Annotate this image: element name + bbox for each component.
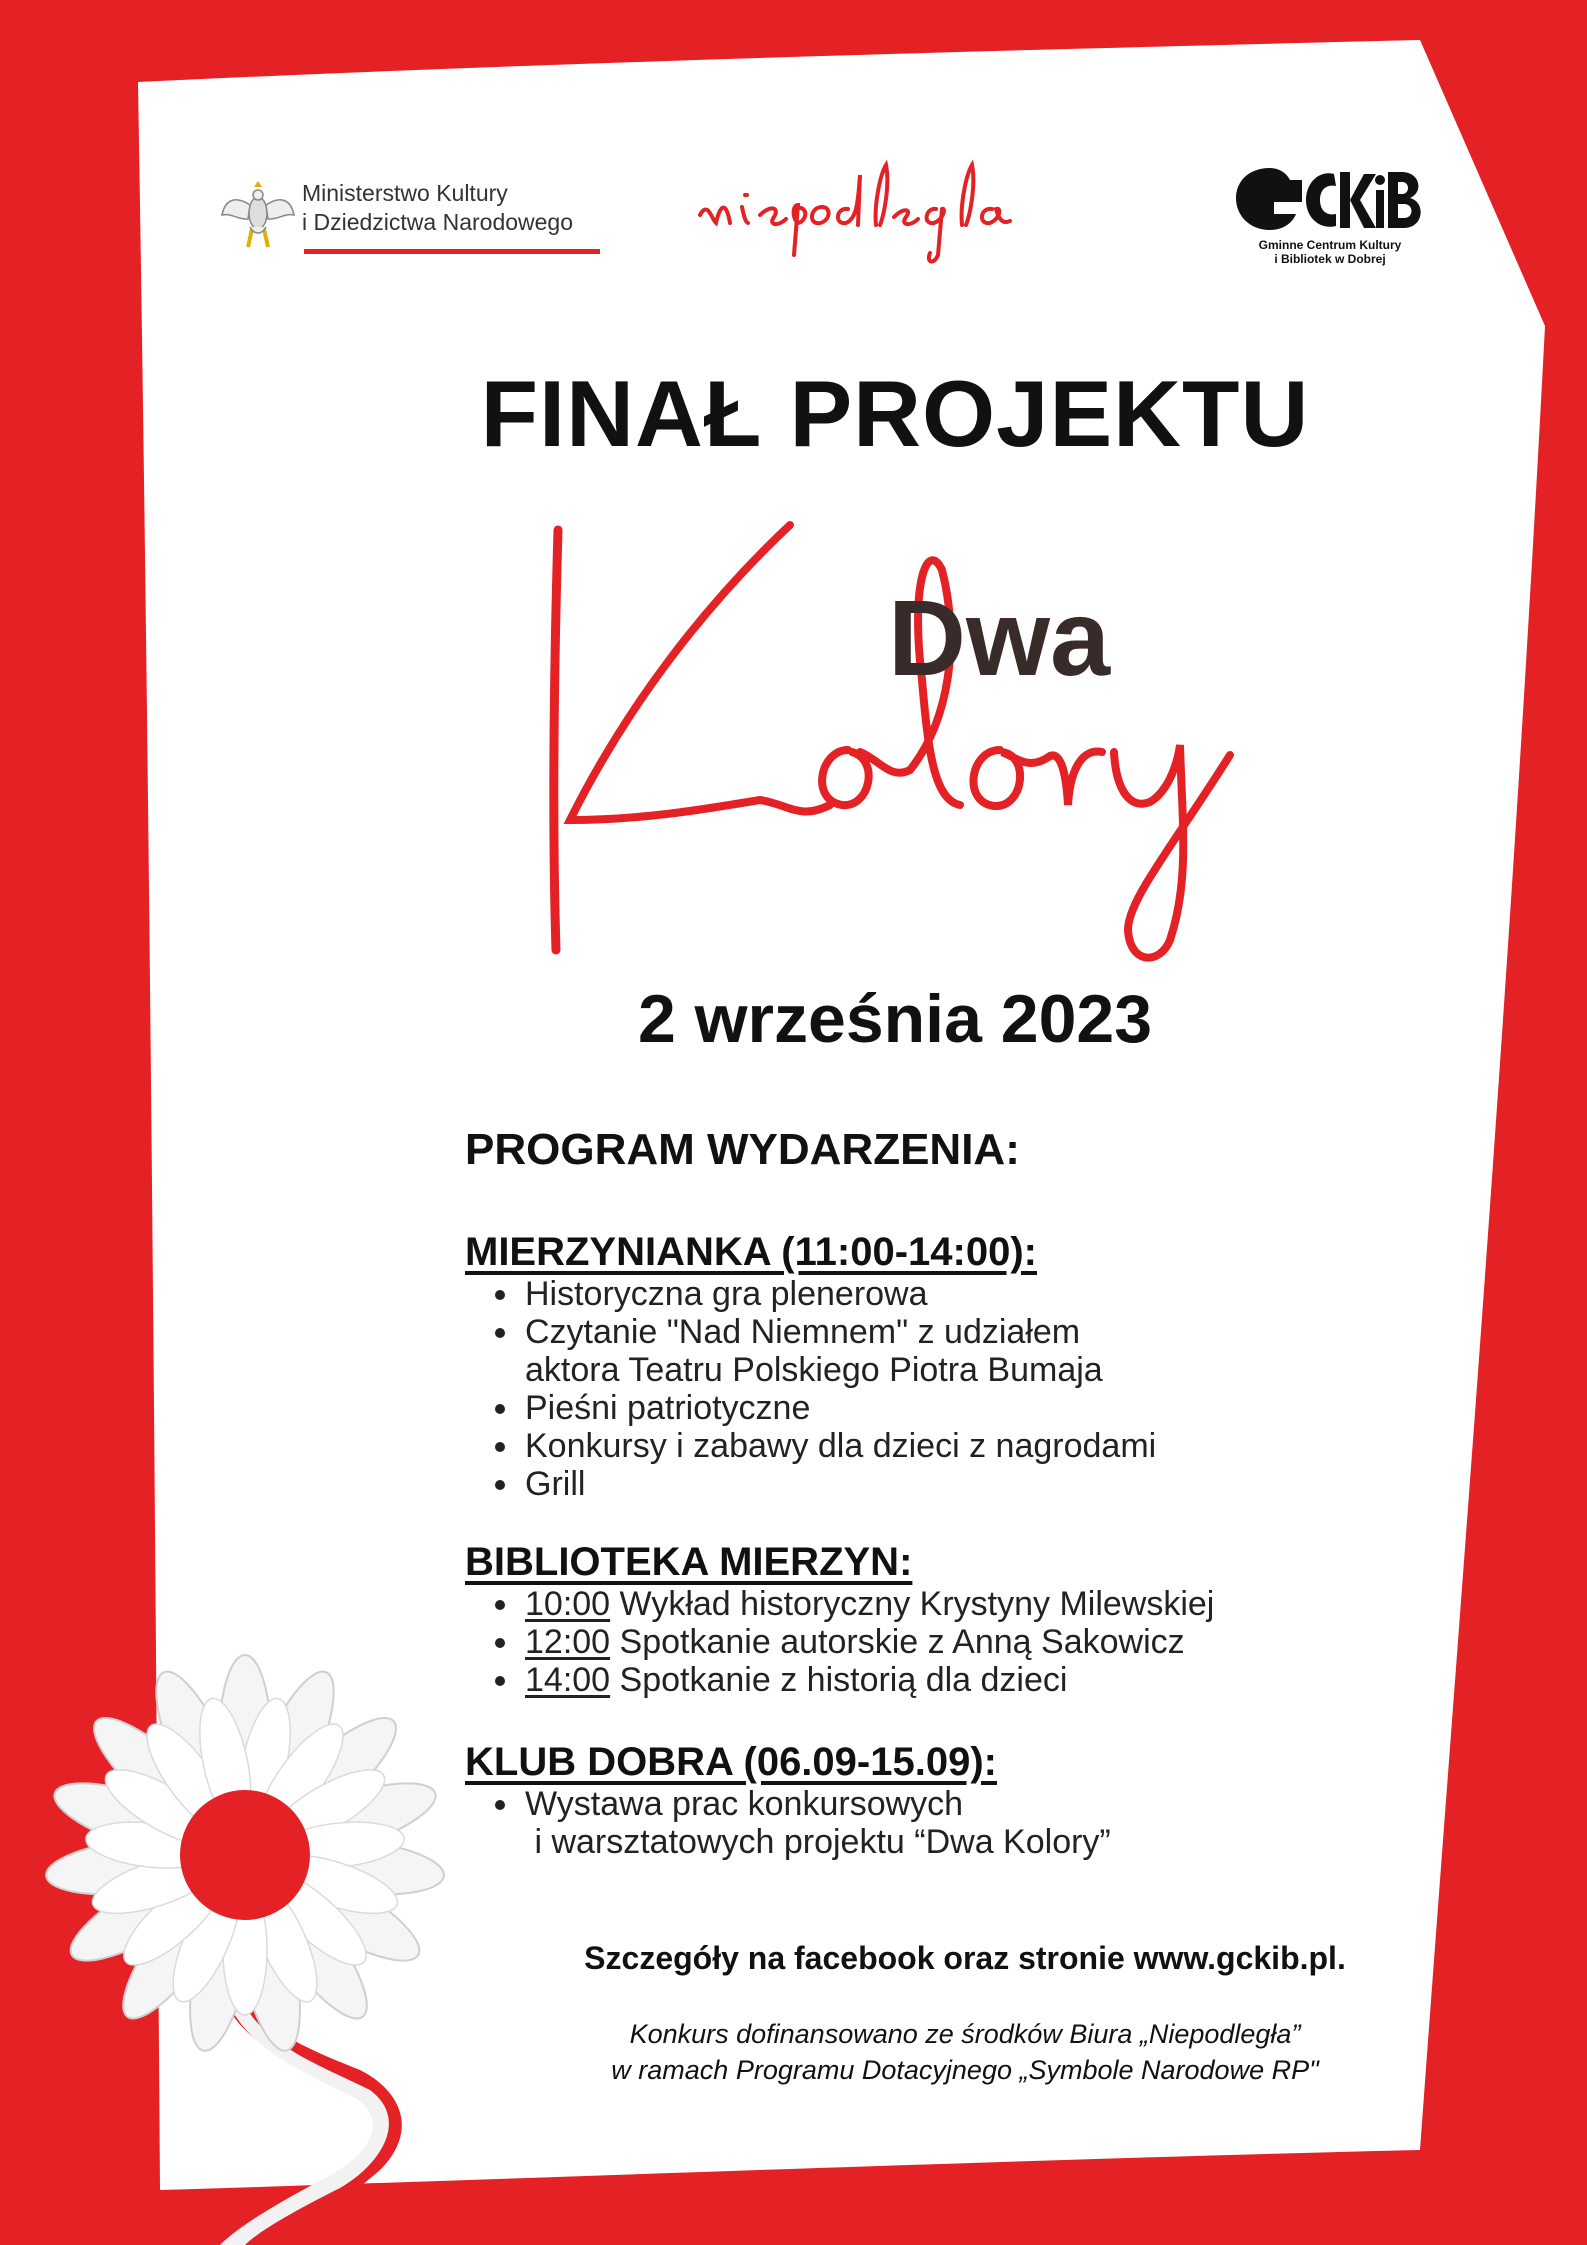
program-heading: PROGRAM WYDARZENIA: (465, 1125, 1020, 1174)
eagle-emblem-icon (220, 175, 296, 255)
funding-line2: w ramach Programu Dotacyjnego „Symbole Narodowe RP" (611, 2055, 1319, 2085)
item-text: Spotkanie z historią dla dzieci (610, 1661, 1068, 1699)
list-item (465, 1313, 1465, 1389)
daisy-ribbon-illustration (40, 1650, 460, 2245)
list-item (465, 1785, 1465, 1861)
gckib-mark-icon (1230, 160, 1430, 236)
page-title: FINAŁ PROJEKTU (480, 361, 1310, 466)
section-heading: BIBLIOTEKA MIERZYN: (465, 1540, 913, 1584)
list-item (465, 1661, 1465, 1699)
ministry-name-line1: Ministerstwo Kultury (302, 180, 508, 206)
section-mierzynianka (465, 1230, 1465, 1503)
item-text-continued: aktora Teatru Polskiego Piotra Bumaja (525, 1351, 1103, 1389)
item-text-continued: i warsztatowych projektu “Dwa Kolory” (534, 1823, 1111, 1861)
item-text: Wykład historyczny Krystyny Milewskiej (610, 1585, 1215, 1623)
details-note: Szczegóły na facebook oraz stronie www.gckib.pl. (584, 1940, 1346, 1976)
gckib-name-line1: Gminne Centrum Kultury (1258, 238, 1402, 252)
funding-note (440, 2016, 1490, 2088)
event-date: 2 września 2023 (637, 981, 1153, 1057)
ministry-logo (220, 175, 600, 260)
list-item (465, 1389, 1465, 1427)
item-list (465, 1275, 1465, 1503)
item-text: Konkursy i zabawy dla dzieci z nagrodami (525, 1427, 1157, 1465)
item-list (465, 1585, 1465, 1699)
project-name-dwa: Dwa (888, 577, 1111, 698)
item-text: Historyczna gra plenerowa (525, 1275, 928, 1313)
section-heading: KLUB DOBRA (06.09-15.09): (465, 1740, 997, 1784)
daisy-center (180, 1790, 310, 1920)
section-heading: MIERZYNIANKA (11:00-14:00): (465, 1230, 1037, 1274)
list-item (465, 1275, 1465, 1313)
list-item (465, 1427, 1465, 1465)
list-item (465, 1465, 1465, 1503)
section-biblioteka (465, 1540, 1465, 1699)
ministry-red-bar (304, 249, 600, 254)
item-time: 10:00 (525, 1585, 611, 1623)
item-text: Wystawa prac konkursowych (525, 1785, 964, 1823)
item-time: 14:00 (525, 1661, 611, 1699)
item-text: Czytanie "Nad Niemnem" z udziałem (525, 1313, 1081, 1351)
item-list (465, 1785, 1465, 1861)
item-text: Spotkanie autorskie z Anną Sakowicz (610, 1623, 1185, 1661)
gckib-name-line2: i Bibliotek w Dobrej (1274, 252, 1386, 266)
kolory-text: Kolory (890, 960, 893, 961)
section-klub-dobra (465, 1740, 1465, 1861)
list-item (465, 1585, 1465, 1623)
list-item (465, 1623, 1465, 1661)
item-text: Grill (525, 1465, 586, 1503)
gckib-logo (1230, 160, 1430, 280)
ministry-name-line2: i Dziedzictwa Narodowego (302, 209, 574, 235)
item-text: Pieśni patriotyczne (525, 1389, 811, 1427)
item-time: 12:00 (525, 1623, 611, 1661)
funding-line1: Konkurs dofinansowano ze środków Biura „Niepodległa” (629, 2019, 1301, 2049)
niepodlegla-logo (690, 145, 1100, 275)
